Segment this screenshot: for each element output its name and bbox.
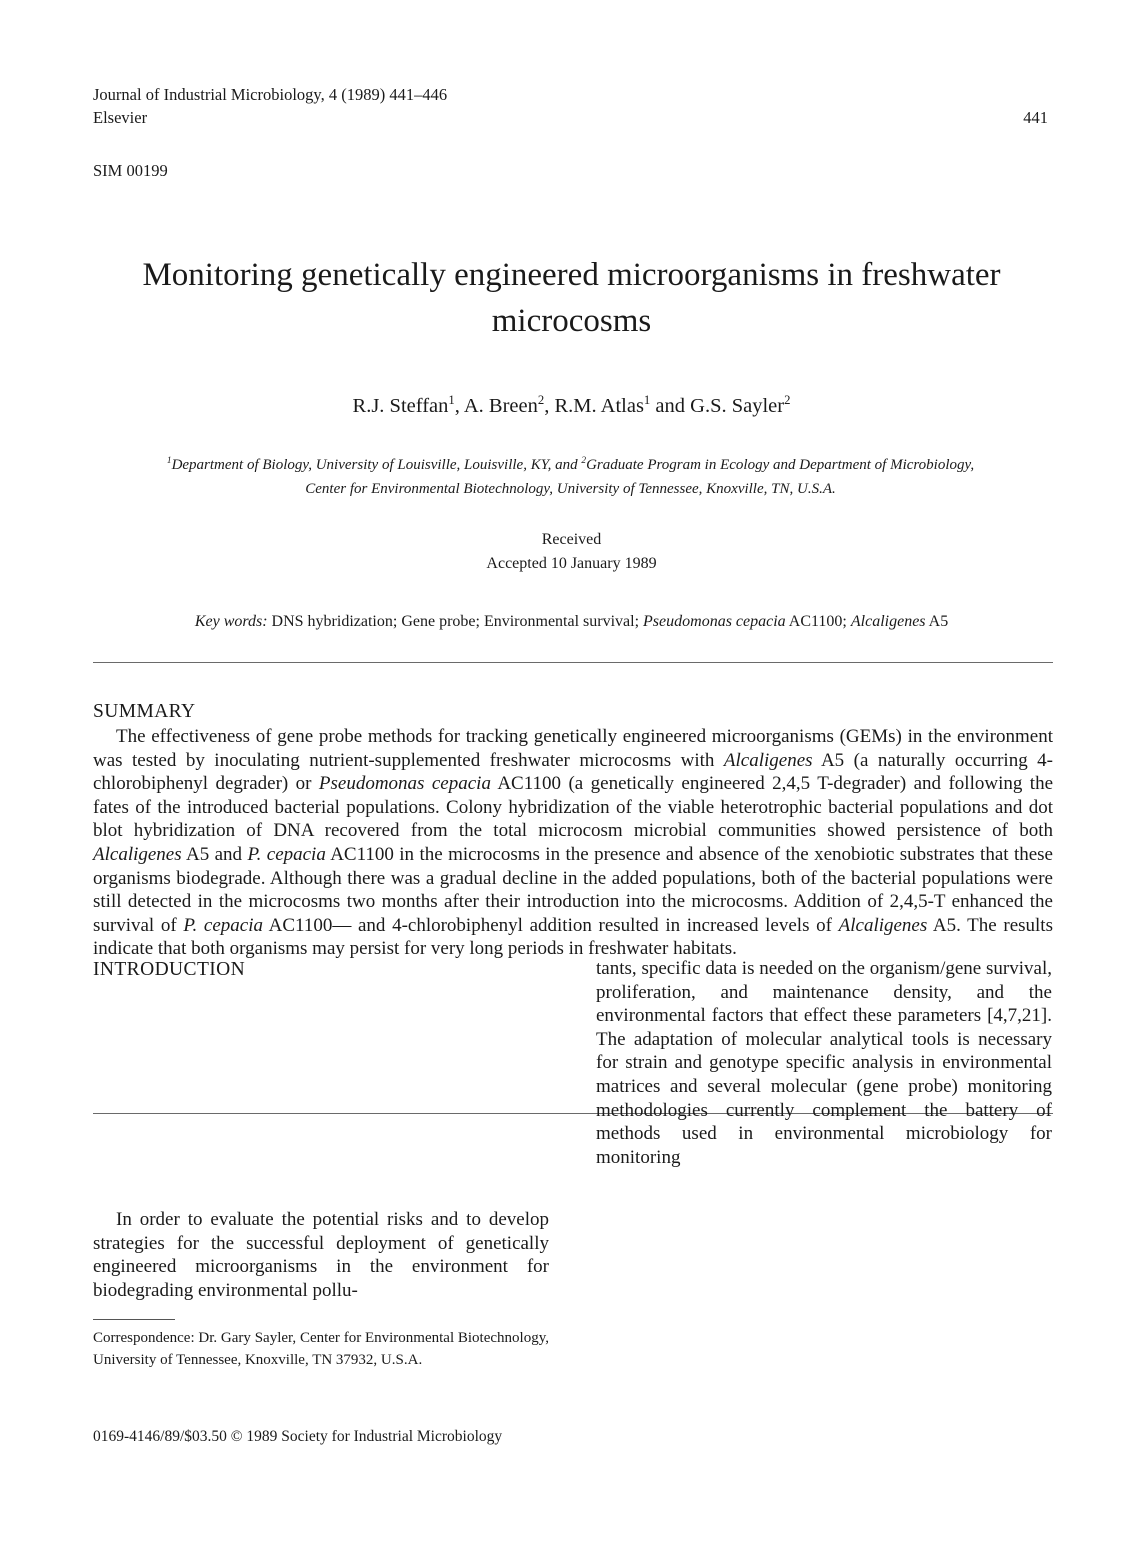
correspondence-footnote: Correspondence: Dr. Gary Sayler, Center for Environmental Biotechnology, University of Tennessee, Knoxville, TN 37932, U.S.A. [93,1330,549,1368]
author-separator: , [454,395,464,417]
affiliation-marker: 1 [643,393,651,408]
summary-run: A5 and [181,843,248,865]
affiliation-marker: 2 [581,456,587,466]
author-name: A. Breen [463,395,538,417]
keywords-species: Pseudomonas cepacia [643,613,786,630]
affiliations [60,453,1081,501]
keywords-species: Alcaligenes [850,613,926,630]
author-name: R.J. Steffan [352,395,449,417]
author-separator: , [544,395,555,417]
summary-run: AC1100— and 4-chlorobiphenyl addition resulted in increased levels of [263,914,839,936]
divider-rule [93,662,1053,663]
affiliation-marker: 2 [537,393,545,408]
affiliation-line-1 [60,453,1081,477]
received-date: Received [541,531,602,548]
keywords-label: Key words: [194,613,268,630]
affiliation-marker: 1 [448,393,455,408]
species-name: P. cepacia [183,914,264,936]
introduction-right-text: tants, specific data is needed on the organism/gene survival, proliferation, and maintenance density, and the environmental factors that effect these parameters [4,7,21]. The adaptation of molecular analytical tools is necessary for strain and genotype specific analysis in environmental matrices and several molecular (gene probe) monitoring methodologies currently complement the battery of methods used in environmental microbiology for monitoring [596,958,1052,1168]
summary-run: AC1100 (a genetically engineered 2,4,5 T-degrader) and following the fates of the introduced bacterial populations. Colony hybridization of the viable heterotrophic bacterial populations and dot blot hybridization of DNA recovered from the total microcosm microbial communities showed persistence of both [93,773,1053,842]
species-name: Alcaligenes [93,843,182,865]
author-list [90,392,1053,420]
accepted-date: Accepted 10 January 1989 [486,555,657,572]
affiliation-line-2: Center for Environmental Biotechnology, University of Tennessee, Knoxville, TN, U.S.A. [305,481,836,497]
author-name: R.M. Atlas [554,395,644,417]
introduction-left-text: In order to evaluate the potential risks and to develop strategies for the successful deployment of genetically engineered microorganisms in the environment for biodegrading environmental pollu- [93,1209,549,1301]
affiliation-text: Department of Biology, University of Louisville, Louisville, KY, and [171,457,582,473]
page-number: 441 [1023,108,1048,127]
publisher: Elsevier [93,108,148,127]
article-title [90,252,1053,344]
footnote-rule [93,1319,175,1320]
summary-run: The effectiveness of gene probe methods for tracking genetically engineered microorganisms (GEMs) in the environment was tested by inoculating nutrient-supplemented freshwater microcosms with [93,726,1053,771]
species-name: Alcaligenes [838,914,928,936]
copyright-line: 0169-4146/89/$03.50 © 1989 Society for Industrial Microbiology [93,1428,503,1445]
title-line-2: microcosms [491,303,652,339]
keywords-text: A5 [925,613,949,630]
species-name: P. cepacia [247,843,326,865]
title-line-1: Monitoring genetically engineered microorganisms in freshwater [142,257,1001,293]
species-name: Alcaligenes [723,749,813,771]
introduction-heading: INTRODUCTION [93,959,246,980]
keywords-text: AC1100; [785,613,851,630]
summary-heading: SUMMARY [93,701,196,722]
affiliation-marker: 2 [784,393,791,408]
summary-run: AC1100 in the microcosms in the presence and absence of the xenobiotic substrates that these organisms biodegrade. Although there was a gradual decline in the added populations, both of the bacterial populations were still detected in the microcosms two months after their introduction into the microcosms. Addition of 2,4,5-T enhanced the survival of [93,843,1053,936]
summary-text [93,725,1053,961]
article-id: SIM 00199 [93,161,168,180]
author-name: G.S. Sayler [690,395,785,417]
affiliation-marker: 1 [166,456,172,466]
summary-run: A5. The results indicate that both organisms may persist for very long periods in freshwater habitats. [93,914,1053,960]
species-name: Pseudomonas cepacia [318,773,491,795]
affiliation-text: Graduate Program in Ecology and Department of Microbiology, [586,457,975,473]
summary-run: A5 (a naturally occurring 4-chlorobiphenyl degrader) or [93,749,1054,795]
keywords [90,610,1053,634]
journal-citation: Journal of Industrial Microbiology, 4 (1989) 441–446 [93,85,448,104]
article-dates [90,528,1053,576]
keywords-text: DNS hybridization; Gene probe; Environmental survival; [267,613,644,630]
author-separator: and [650,395,691,417]
